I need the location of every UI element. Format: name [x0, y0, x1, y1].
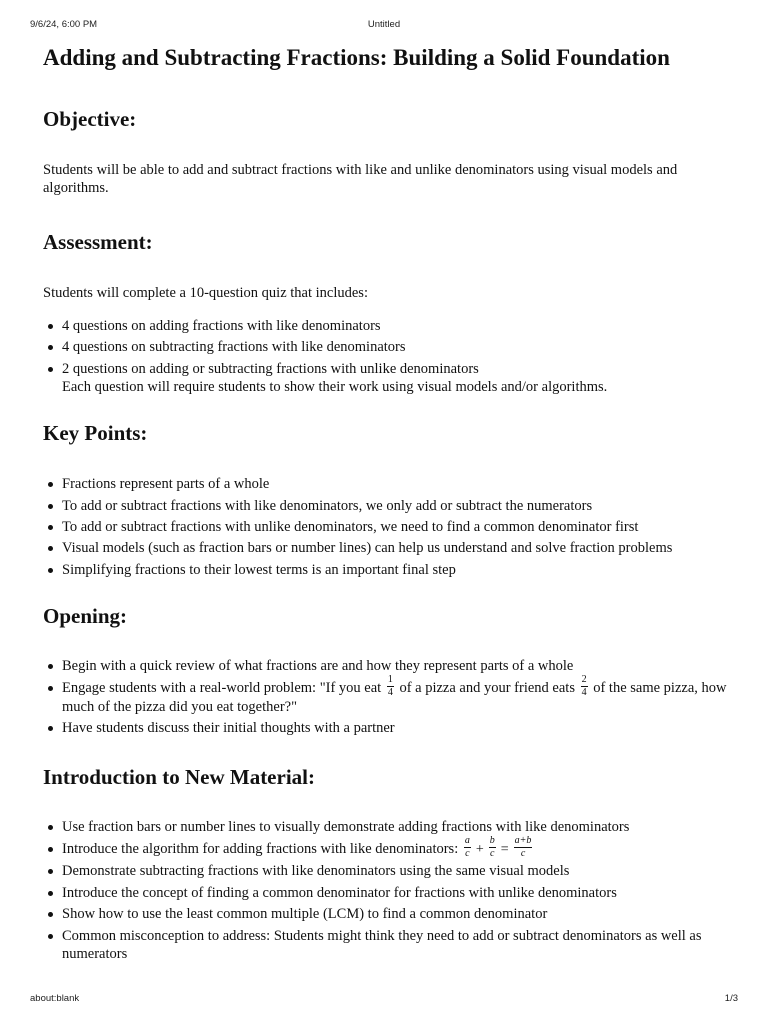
list-item	[62, 673, 733, 716]
assessment-heading: Assessment:	[43, 230, 153, 254]
key-points-heading: Key Points:	[43, 421, 148, 446]
key-points-list	[43, 475, 733, 579]
list-item-text: Introduce the algorithm for adding fractions with like denominators:	[62, 840, 459, 857]
fraction-a-over-c: $\frac{a}{c}$	[464, 835, 470, 860]
print-url: about:blank	[30, 993, 80, 1004]
introduction-heading: Introduction to New Material:	[43, 765, 315, 790]
opening-heading: Opening:	[43, 604, 128, 629]
fraction-one-quarter: $\frac{1}{4}$	[387, 673, 393, 698]
opening-list	[43, 657, 733, 737]
introduction-list	[43, 818, 733, 962]
list-item: Use fraction bars or number lines to visually demonstrate adding fractions with like denominators	[62, 818, 733, 836]
list-item: 4 questions on adding fractions with like denominators	[62, 317, 733, 335]
list-item-text: Engage students with a real-world problem: "If you eat	[62, 679, 382, 696]
list-item-text: 2 questions on adding or subtracting fractions with unlike denominators	[62, 360, 479, 377]
list-item: Demonstrate subtracting fractions with like denominators using the same visual models	[62, 862, 733, 880]
print-page-title: Untitled	[367, 19, 401, 30]
objective-heading: Objective:	[43, 107, 137, 131]
list-item: Common misconception to address: Students might think they need to add or subtract denominators as well as numerators	[62, 927, 733, 963]
list-item: Visual models (such as fraction bars or number lines) can help us understand and solve fraction problems	[62, 539, 733, 557]
list-item-text: of a pizza and your friend eats	[399, 679, 575, 696]
document-body	[43, 40, 733, 966]
objective-text: Students will be able to add and subtract fractions with like and unlike denominators using visual models and algorithms.	[43, 162, 678, 196]
fraction-b-over-c: $\frac{b}{c}$	[489, 835, 495, 860]
print-datetime: 9/6/24, 6:00 PM	[30, 19, 98, 30]
list-item: Begin with a quick review of what fractions are and how they represent parts of a whole	[62, 657, 733, 675]
fraction-sum-over-c: $\frac{a+b}{c}$	[514, 835, 532, 860]
fraction-formula	[462, 835, 535, 860]
print-page-number: 1/3	[724, 993, 738, 1004]
equals-sign: =	[500, 841, 509, 857]
document-title: Adding and Subtracting Fractions: Building a Solid Foundation	[43, 45, 670, 70]
list-item: Fractions represent parts of a whole	[62, 475, 733, 493]
list-item	[62, 360, 733, 396]
list-item: Show how to use the least common multiple (LCM) to find a common denominator	[62, 905, 733, 923]
print-header	[30, 19, 738, 33]
list-item-text: of the same pizza, how much of the pizza did you eat together?"	[62, 679, 727, 715]
list-item: 4 questions on subtracting fractions with like denominators	[62, 338, 733, 356]
plus-sign: +	[475, 841, 484, 857]
assessment-note: Each question will require students to show their work using visual models and/or algorithms.	[62, 378, 608, 395]
list-item: To add or subtract fractions with unlike denominators, we need to find a common denominator first	[62, 518, 733, 536]
list-item: Simplifying fractions to their lowest terms is an important final step	[62, 561, 733, 579]
list-item: Introduce the concept of finding a common denominator for fractions with unlike denominators	[62, 884, 733, 902]
list-item	[62, 835, 733, 860]
list-item: Have students discuss their initial thoughts with a partner	[62, 719, 733, 737]
fraction-two-quarters: $\frac{2}{4}$	[581, 673, 587, 698]
assessment-intro: Students will complete a 10-question quiz that includes:	[43, 285, 368, 301]
print-footer	[30, 993, 738, 1007]
assessment-list	[43, 317, 733, 396]
list-item: To add or subtract fractions with like denominators, we only add or subtract the numerators	[62, 497, 733, 515]
